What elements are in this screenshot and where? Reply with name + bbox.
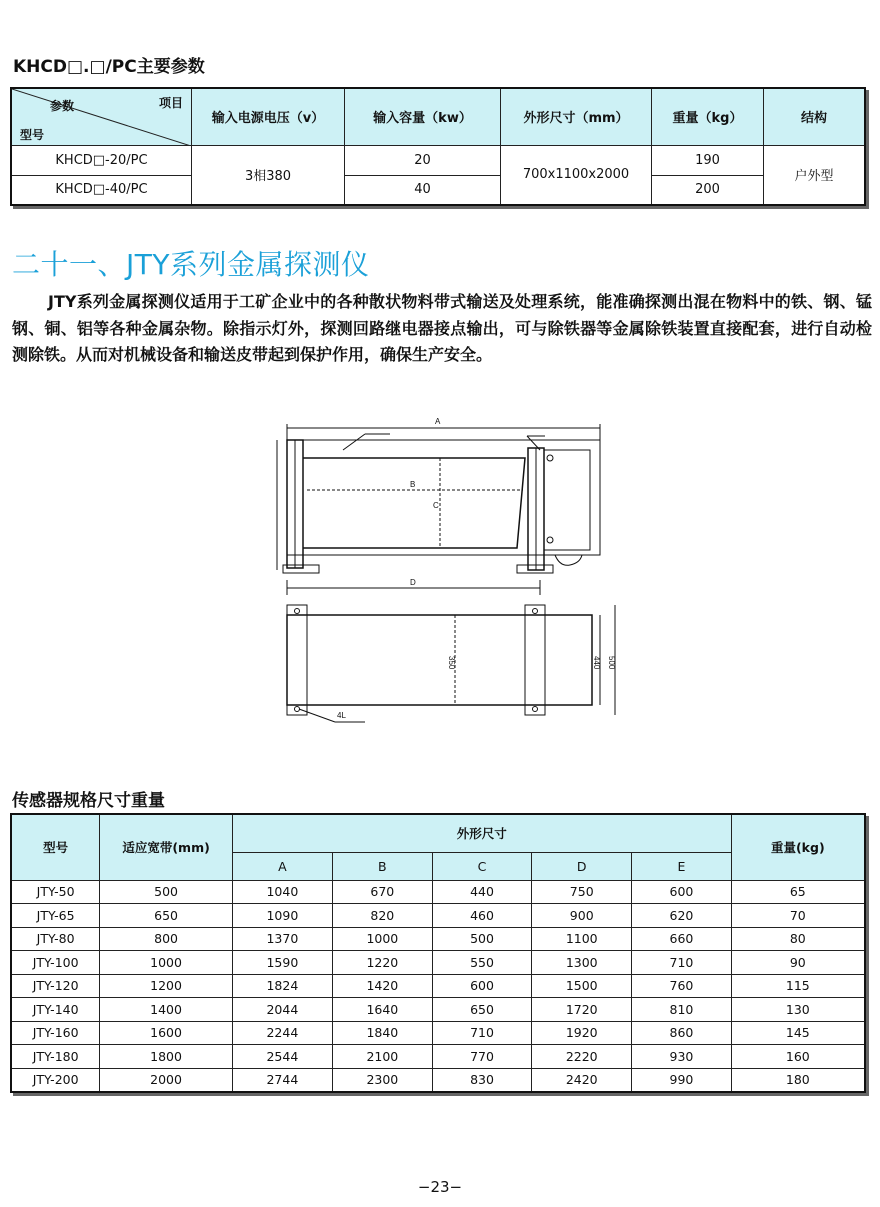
table-cell: 1840: [332, 1021, 432, 1045]
table-cell: 160: [731, 1045, 865, 1069]
table-cell: 145: [731, 1021, 865, 1045]
table-cell: 2420: [532, 1068, 632, 1092]
table-cell: 1000: [100, 951, 233, 975]
table-cell: 1590: [232, 951, 332, 975]
section-heading: 二十一、JTY系列金属探测仪: [12, 248, 370, 281]
table-cell: 860: [632, 1021, 731, 1045]
label-a: A: [435, 417, 441, 426]
table-cell: 1800: [100, 1045, 233, 1069]
table-cell: 115: [731, 974, 865, 998]
table-cell: 710: [432, 1021, 531, 1045]
table-cell: 2100: [332, 1045, 432, 1069]
table-cell: 750: [532, 880, 632, 904]
label-c: C: [433, 501, 439, 510]
corner-label-param: 参数: [50, 99, 75, 113]
table-cell: JTY-200: [11, 1068, 100, 1092]
table-cell: 660: [632, 927, 731, 951]
table-cell: 760: [632, 974, 731, 998]
table-cell: JTY-120: [11, 974, 100, 998]
table-cell: 650: [432, 998, 531, 1022]
table-cell: 1824: [232, 974, 332, 998]
table-cell: 1220: [332, 951, 432, 975]
label-b: B: [410, 480, 416, 489]
table-cell: 600: [632, 880, 731, 904]
table-row: [11, 904, 865, 928]
table-cell: 830: [432, 1068, 531, 1092]
model-cell: KHCD□-40/PC: [11, 175, 192, 205]
header-model: 型号: [11, 814, 100, 880]
table-cell: JTY-50: [11, 880, 100, 904]
table-cell: 600: [432, 974, 531, 998]
table-cell: 2000: [100, 1068, 233, 1092]
table-cell: 710: [632, 951, 731, 975]
corner-header-cell: [11, 88, 192, 145]
table-cell: 500: [100, 880, 233, 904]
table-cell: 1090: [232, 904, 332, 928]
table-cell: 2044: [232, 998, 332, 1022]
header-dimensions: 外形尺寸: [232, 814, 731, 852]
inner-aperture: [303, 458, 525, 548]
table-row: [11, 998, 865, 1022]
table2-title: 传感器规格尺寸重量: [12, 791, 165, 811]
table-cell: JTY-80: [11, 927, 100, 951]
header-structure: 结构: [764, 88, 866, 145]
table-cell: 1400: [100, 998, 233, 1022]
weight-cell: 200: [652, 175, 764, 205]
table-cell: 65: [731, 880, 865, 904]
table-cell: 2744: [232, 1068, 332, 1092]
table-cell: 770: [432, 1045, 531, 1069]
table-cell: 130: [731, 998, 865, 1022]
table-cell: 990: [632, 1068, 731, 1092]
table-cell: 460: [432, 904, 531, 928]
header-belt-width: 适应宽带(mm): [100, 814, 233, 880]
spec-rows: [11, 880, 865, 1092]
table-cell: JTY-140: [11, 998, 100, 1022]
corner-label-model: 型号: [20, 128, 45, 142]
label-d: D: [410, 578, 416, 587]
table-cell: 650: [100, 904, 233, 928]
table-row: [11, 880, 865, 904]
table-cell: 2300: [332, 1068, 432, 1092]
header-dim-a: A: [232, 852, 332, 880]
table-cell: 930: [632, 1045, 731, 1069]
header-voltage: 输入电源电压（v）: [192, 88, 345, 145]
table-cell: 1500: [532, 974, 632, 998]
khcd-parameter-table: [10, 87, 866, 206]
description-paragraph: JTY系列金属探测仪适用于工矿企业中的各种散状物料带式输送及处理系统，能准确探测出混在物料中的铁、钢、锰钢、铜、铝等各种金属杂物。除指示灯外，探测回路继电器接点输出，可与除铁器等金属除铁装置直接配套，进行自动检测除铁。从而对机械设备和输送皮带起到保护作用，确保生产安全。: [12, 292, 872, 364]
table-cell: 1300: [532, 951, 632, 975]
table-cell: 1600: [100, 1021, 233, 1045]
table-cell: 620: [632, 904, 731, 928]
plan-left-bracket: [287, 605, 307, 715]
table-cell: 440: [432, 880, 531, 904]
table-cell: 550: [432, 951, 531, 975]
table-cell: 800: [100, 927, 233, 951]
header-weight: 重量（kg）: [652, 88, 764, 145]
table-cell: 500: [432, 927, 531, 951]
table-cell: 670: [332, 880, 432, 904]
plan-body: [287, 615, 592, 705]
page-number: −23−: [417, 1178, 463, 1196]
table-row: [11, 1021, 865, 1045]
table-cell: JTY-160: [11, 1021, 100, 1045]
table-cell: 90: [731, 951, 865, 975]
label-350: 350: [447, 656, 456, 670]
table-row: [11, 927, 865, 951]
table-cell: 1000: [332, 927, 432, 951]
table-cell: 80: [731, 927, 865, 951]
control-box: [544, 450, 590, 550]
weight-cell: 190: [652, 145, 764, 175]
capacity-cell: 20: [345, 145, 501, 175]
table-cell: 820: [332, 904, 432, 928]
table-row: [11, 951, 865, 975]
table-cell: 1920: [532, 1021, 632, 1045]
table-cell: JTY-180: [11, 1045, 100, 1069]
label-440: 440: [592, 656, 601, 670]
dimensions-cell: 700x1100x2000: [501, 145, 652, 205]
table-cell: 70: [731, 904, 865, 928]
header-dim-c: C: [432, 852, 531, 880]
header-capacity: 输入容量（kw）: [345, 88, 501, 145]
table-cell: JTY-100: [11, 951, 100, 975]
left-foot: [283, 565, 319, 573]
table-cell: 900: [532, 904, 632, 928]
table-cell: 1370: [232, 927, 332, 951]
table-cell: 2244: [232, 1021, 332, 1045]
table-cell: 1200: [100, 974, 233, 998]
header-dimensions: 外形尺寸（mm）: [501, 88, 652, 145]
table-row: [11, 974, 865, 998]
corner-label-item: 项目: [158, 96, 183, 110]
plan-right-bracket: [525, 605, 545, 715]
table-row: [11, 1068, 865, 1092]
table-cell: 2220: [532, 1045, 632, 1069]
structure-cell: 户外型: [764, 145, 866, 205]
front-view: [277, 417, 600, 595]
voltage-cell: 3相380: [192, 145, 345, 205]
table-cell: 1720: [532, 998, 632, 1022]
header-dim-b: B: [332, 852, 432, 880]
table-cell: 180: [731, 1068, 865, 1092]
table-row: [11, 1045, 865, 1069]
sensor-spec-table: [10, 813, 866, 1093]
header-dim-d: D: [532, 852, 632, 880]
model-cell: KHCD□-20/PC: [11, 145, 192, 175]
table-cell: 1420: [332, 974, 432, 998]
header-dim-e: E: [632, 852, 731, 880]
table-cell: 810: [632, 998, 731, 1022]
plan-view: [287, 605, 616, 722]
table1-title: KHCD□.□/PC主要参数: [13, 57, 205, 77]
label-4l: 4L: [337, 711, 346, 720]
label-500: 500: [607, 656, 616, 670]
detector-technical-drawing: [255, 410, 630, 735]
table-cell: 2544: [232, 1045, 332, 1069]
table-cell: 1100: [532, 927, 632, 951]
header-weight: 重量(kg): [731, 814, 865, 880]
right-foot: [517, 565, 553, 573]
cable: [555, 555, 582, 565]
capacity-cell: 40: [345, 175, 501, 205]
table-cell: JTY-65: [11, 904, 100, 928]
table-cell: 1040: [232, 880, 332, 904]
table-cell: 1640: [332, 998, 432, 1022]
